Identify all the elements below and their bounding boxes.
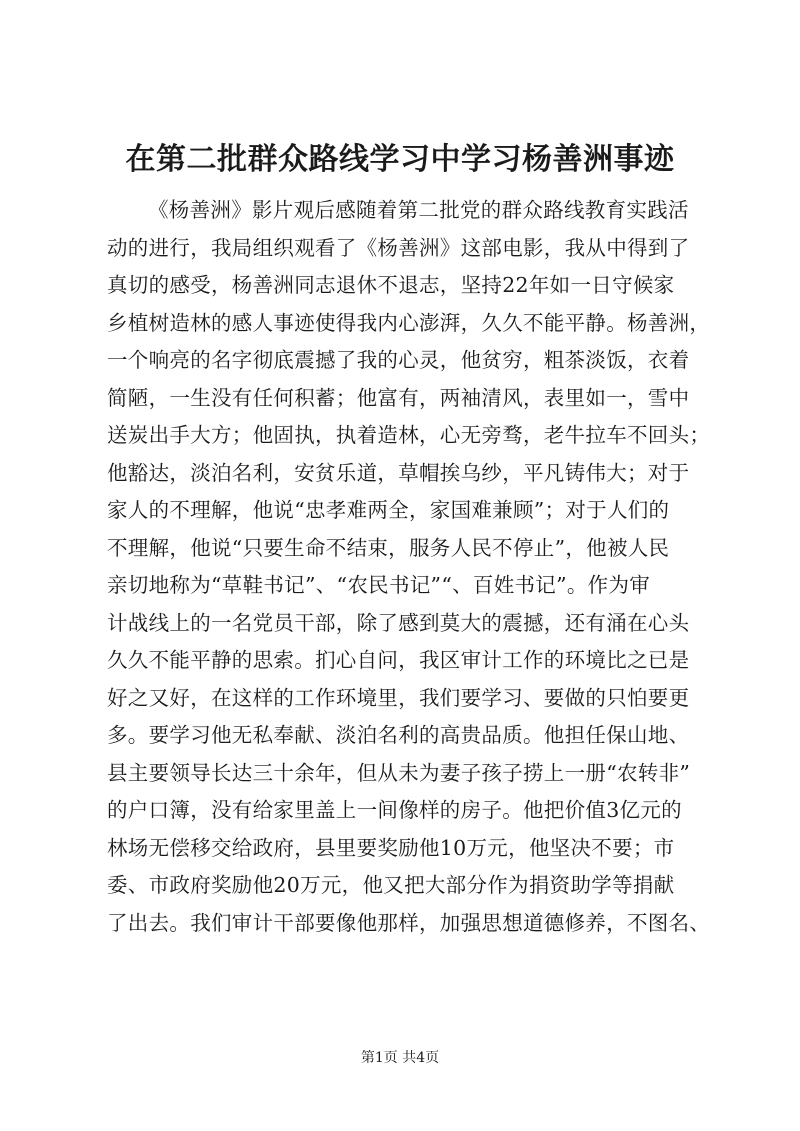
paragraph-line: 的户口簿，没有给家里盖上一间像样的房子。他把价值3亿元的 bbox=[107, 798, 682, 822]
paragraph-line: 亲切地称为“草鞋书记”、“农民书记”“、百姓书记”。作为审 bbox=[107, 573, 651, 597]
paragraph-line: 《杨善洲》影片观后感随着第二批党的群众路线教育实践活 bbox=[148, 198, 689, 222]
paragraph-line: 县主要领导长达三十余年，但从未为妻子孩子捞上一册“农转非” bbox=[107, 760, 691, 785]
paragraph-line: 久久不能平静的思索。扪心自问，我区审计工作的环境比之已是 bbox=[107, 648, 690, 672]
document-title: 在第二批群众路线学习中学习杨善洲事迹 bbox=[125, 142, 675, 177]
paragraph-line: 乡植树造林的感人事迹使得我内心澎湃，久久不能平静。杨善洲， bbox=[107, 310, 711, 335]
paragraph-line: 他豁达，淡泊名利，安贫乐道，草帽挨乌纱，平凡铸伟大；对于 bbox=[107, 460, 690, 485]
paragraph-line: 好之又好，在这样的工作环境里，我们要学习、要做的只怕要更 bbox=[107, 685, 690, 710]
document-body bbox=[107, 192, 717, 942]
paragraph-line: 家人的不理解，他说“忠孝难两全，家国难兼顾”；对于人们的 bbox=[107, 498, 670, 522]
page-number-footer: 第1页 共4页 bbox=[360, 1050, 440, 1066]
paragraph-line: 简陋，一生没有任何积蓄；他富有，两袖清风，表里如一，雪中 bbox=[107, 385, 690, 410]
paragraph-line: 了出去。我们审计干部要像他那样，加强思想道德修养，不图名、 bbox=[107, 910, 711, 935]
paragraph-line: 真切的感受，杨善洲同志退休不退志，坚持22年如一日守候家 bbox=[107, 273, 675, 297]
paragraph-line: 不理解，他说“只要生命不结束，服务人民不停止”，他被人民 bbox=[107, 535, 670, 560]
paragraph-line: 委、市政府奖励他20万元，他又把大部分作为捐资助学等捐献 bbox=[107, 873, 675, 897]
paragraph-line: 多。要学习他无私奉献、淡泊名利的高贵品质。他担任保山地、 bbox=[107, 723, 690, 747]
paragraph-line: 一个响亮的名字彻底震撼了我的心灵，他贫穷，粗茶淡饭，衣着 bbox=[107, 348, 690, 372]
paragraph-line: 动的进行，我局组织观看了《杨善洲》这部电影，我从中得到了 bbox=[107, 235, 690, 260]
paragraph-line: 送炭出手大方；他固执，执着造林，心无旁骛，老牛拉车不回头； bbox=[107, 423, 711, 447]
paragraph-line: 林场无偿移交给政府，县里要奖励他10万元，他坚决不要；市 bbox=[107, 835, 675, 860]
paragraph-line: 计战线上的一名党员干部，除了感到莫大的震撼，还有涌在心头 bbox=[107, 610, 690, 635]
